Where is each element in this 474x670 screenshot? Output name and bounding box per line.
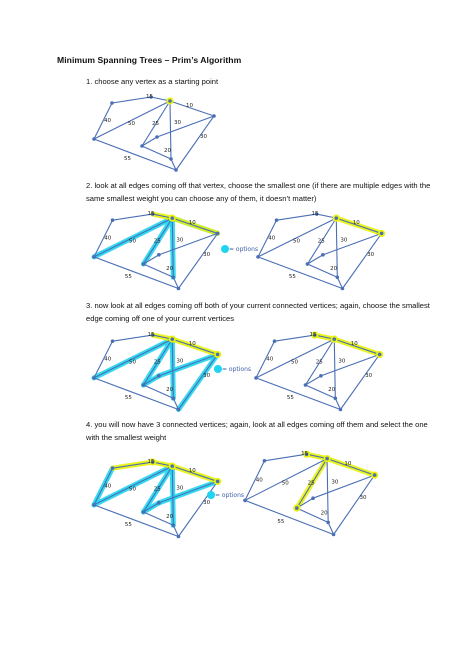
edge-weight-label: 55 [277,519,285,526]
edge-weight-label: 15 [147,332,155,338]
graph-vertex [254,376,258,380]
edge-weight-label: 15 [147,211,155,217]
graph-vertex [157,374,161,378]
graph-vertex [321,253,325,257]
options-label: = options [215,492,245,499]
edge-weight-label: 55 [124,274,132,281]
edge-weight-label: 15 [301,451,309,457]
graph-edge [245,500,334,534]
edge-weight-label: 40 [104,356,112,363]
edge-weight-label: 20 [166,387,174,394]
edge-weight-label: 30 [203,372,211,379]
graph-vertex [341,287,345,291]
graph-vertex [172,275,176,279]
graph-vertex [170,216,174,220]
graph-edge [334,475,375,534]
graph-vertex [92,255,96,259]
graph-vertex [336,275,340,279]
graph-vertex [273,339,277,343]
page-title: Minimum Spanning Trees – Prim’s Algorithm [57,55,242,65]
edge-weight-label: 30 [176,485,184,492]
edge-weight-label: 40 [255,477,263,484]
edge-weight-label: 40 [104,483,112,490]
edge-weight-label: 10 [188,341,196,348]
edge-weight-label: 25 [153,238,161,245]
graph-vertex [142,510,146,514]
options-dot-icon [207,491,215,499]
graph-vertex [339,408,343,412]
graph-vertex [172,396,176,400]
graph-vertex [110,101,114,105]
graph-vertex [177,535,181,539]
graph-vertex [157,253,161,257]
graph-vertex [334,396,338,400]
graph-vertex [174,168,178,172]
edge-weight-label: 50 [291,359,299,366]
edge-weight-label: 25 [153,359,161,366]
graph-vertex [263,459,267,463]
graph-vertex [169,157,173,161]
edge-weight-label: 25 [317,238,325,245]
edge-weight-label: 30 [331,479,339,486]
edge-weight-label: 10 [352,220,360,227]
edge-weight-label: 20 [166,514,174,521]
graph-vertex [332,533,336,537]
step-2-text: 2. look at all edges coming off that vertex, choose the smallest one (if there are multiple edges with the same smallest weight you can choose any of them, it doesn’t matter) [86,181,431,203]
graph-vertex [170,337,174,341]
graph-edge [256,378,340,410]
graph-edge [340,354,379,409]
edge-weight-label: 40 [266,356,274,363]
edge-weight-label: 15 [147,459,155,465]
graph-vertex [380,232,384,236]
edge-weight-label: 30 [359,495,367,501]
graph-vertex [177,287,181,291]
edge-weight-label: 50 [129,486,137,493]
graph-edge [94,139,176,170]
edge-weight-label: 25 [152,121,159,127]
edge-weight-label: 15 [309,332,317,338]
options-legend-step-2 [220,242,270,256]
edge-weight-label: 55 [124,156,131,162]
graph-vertex [216,353,220,357]
edge-weight-label: 40 [104,118,111,124]
edge-weight-label: 15 [311,211,319,217]
step-1-text: 1. choose any vertex as a starting point [86,77,219,86]
edge-weight-label: 20 [320,510,328,517]
edge-weight-label: 30 [367,251,375,258]
graph-vertex [304,383,308,387]
edge-weight-label: 20 [166,266,174,273]
step-3-text: 3. now look at all edges coming off both of your current connected vertices; again, choose the smallest edge coming off one of your current vertices [86,301,430,323]
edge-weight-label: 25 [307,480,315,487]
step-4-text: 4. you will now have 3 connected vertices; again, look at all edges coming off them and select the one with the smallest weight [86,420,428,442]
graph-step-2-result [258,212,383,290]
graph-step-1 [94,95,214,170]
graph-vertex [157,501,161,505]
graph-step-4-options [94,460,219,538]
edge-weight-label: 50 [129,238,137,245]
graph-vertex [378,353,382,357]
edge-weight-label: 55 [124,522,132,529]
edge-weight-label: 50 [293,238,301,245]
graph-vertex [373,473,377,477]
graph-vertex [140,144,144,148]
graph-vertex [172,523,176,527]
edge-weight-label: 30 [176,237,184,244]
graph-vertex [306,262,310,266]
graph-step-2-options [94,212,219,290]
graph-vertex [332,337,336,341]
edge-weight-label: 40 [104,235,112,242]
edge-weight-label: 30 [338,358,346,365]
edge-weight-label: 20 [328,387,336,394]
edge-weight-label: 55 [124,395,132,402]
graph-vertex [275,218,279,222]
edge-weight-label: 50 [281,480,289,487]
edge-weight-label: 30 [340,237,348,244]
graph-edge [94,378,178,410]
edge-weight-label: 10 [188,220,196,227]
graph-edge [176,116,214,170]
graph-vertex [177,408,181,412]
graph-step-3-options [94,333,219,411]
graph-vertex [216,232,220,236]
graph-step-4-result [245,452,375,537]
graph-vertex [216,480,220,484]
edge-weight-label: 10 [350,341,358,348]
graph-vertex [111,466,115,470]
graph-vertex [170,464,174,468]
edge-weight-label: 50 [129,359,137,366]
edge-weight-label: 25 [153,486,161,493]
graph-vertex [168,99,172,103]
edge-weight-label: 55 [286,395,294,402]
graph-vertex [111,218,115,222]
graph-step-3-result [256,333,381,411]
edge-weight-label: 30 [203,499,211,506]
graph-vertex [92,376,96,380]
graph-edge [94,505,178,537]
graph-vertex [111,339,115,343]
edge-weight-label: 10 [186,103,193,109]
edge-weight-label: 10 [344,460,352,467]
options-legend-step-3 [213,362,263,376]
edge-weight-label: 30 [174,120,181,126]
graph-vertex [325,457,329,461]
options-dot-icon [214,365,222,373]
graph-vertex [311,496,315,500]
options-label: = options [229,246,259,253]
graph-edge [94,257,178,289]
options-label: = options [222,366,252,373]
edge-weight-label: 40 [268,235,276,242]
graph-vertex [326,521,330,525]
edge-weight-label: 30 [176,358,184,365]
graph-vertex [319,374,323,378]
edge-weight-label: 20 [164,148,171,154]
edge-weight-label: 10 [188,468,196,475]
graph-vertex [334,216,338,220]
graph-vertex [155,135,159,139]
graph-vertex [92,503,96,507]
graph-edge [178,233,217,288]
graph-vertex [295,506,299,510]
graph-edge [342,233,381,288]
graph-vertex [92,137,96,141]
edge-weight-label: 15 [146,94,153,100]
edge-weight-label: 30 [365,372,373,379]
graph-vertex [142,383,146,387]
edge-weight-label: 20 [330,266,338,273]
edge-weight-label: 25 [315,359,323,366]
edge-weight-label: 50 [128,121,135,127]
options-dot-icon [221,245,229,253]
edge-weight-label: 30 [203,251,211,258]
graph-vertex [142,262,146,266]
options-legend-step-4 [206,488,256,502]
graph-vertex [212,114,216,118]
edge-weight-label: 55 [288,274,296,281]
edge-weight-label: 30 [200,134,207,140]
graph-edge [258,257,342,289]
